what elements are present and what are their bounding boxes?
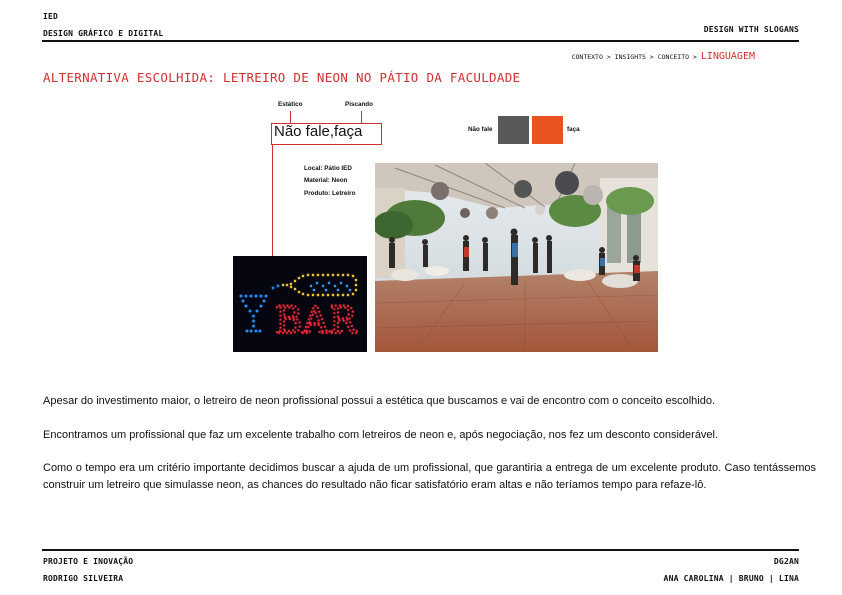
breadcrumb-item-conceito[interactable]: CONCEITO	[657, 53, 690, 61]
spec-material: Material: Neon	[304, 177, 348, 184]
header-org: IED	[43, 12, 59, 21]
neon-sign-text: BAR	[275, 299, 357, 342]
neon-sign-image	[233, 256, 367, 352]
header-project: DESIGN WITH SLOGANS	[703, 25, 799, 34]
connector-to-sign	[272, 145, 273, 257]
connector-static	[290, 111, 291, 123]
swatch-label-right: faça	[567, 126, 580, 133]
neon-sign-illustration	[233, 256, 367, 352]
breadcrumb-item-contexto[interactable]: CONTEXTO	[571, 53, 603, 61]
header-course: DESIGN GRÁFICO E DIGITAL	[43, 29, 164, 38]
swatch-orange	[532, 116, 563, 144]
paragraph-3: Como o tempo era um critério importante decidimos buscar a ajuda de um profissional, que garantiria a entrega de um excelente produto. Caso tentássemos construir um letreiro que simulasse neon, as chances do resultado não ficar satisfatório eram altas e não teríamos tempo para refaze-lô.	[43, 462, 816, 491]
breadcrumb-item-insights[interactable]: INSIGHTS	[614, 53, 646, 61]
footer-right-top: DG2AN	[773, 557, 799, 566]
breadcrumb-current: LINGUAGEM	[700, 51, 755, 62]
footer-left-bottom: RODRIGO SILVEIRA	[43, 574, 124, 583]
slogan-part-static: Não fale,	[274, 123, 335, 140]
swatch-label-left: Não fale	[468, 126, 493, 133]
footer-right-bottom: ANA CAROLINA | BRUNO | LINA	[663, 574, 799, 583]
courtyard-illustration	[375, 163, 658, 352]
slogan-part-blinking: faça	[334, 123, 363, 140]
label-static: Estático	[278, 101, 303, 108]
label-blinking: Piscando	[345, 101, 373, 108]
breadcrumb-separator: >	[649, 53, 654, 61]
slogan-text	[274, 123, 362, 140]
page-title: ALTERNATIVA ESCOLHIDA: LETREIRO DE NEON NO PÁTIO DA FACULDADE	[43, 70, 521, 85]
footer-left-top: PROJETO E INOVAÇÃO	[43, 557, 134, 566]
connector-blinking	[361, 111, 362, 123]
footer-rule	[42, 549, 799, 551]
paragraph-1: Apesar do investimento maior, o letreiro de neon profissional possui a estética que buscamos e vai de encontro com o conceito escolhido.	[43, 395, 715, 407]
breadcrumb-separator: >	[606, 53, 611, 61]
header-rule	[42, 40, 799, 42]
courtyard-photo	[375, 163, 658, 352]
breadcrumb	[572, 51, 755, 62]
swatch-grey	[498, 116, 529, 144]
breadcrumb-separator: >	[692, 53, 697, 61]
spec-local: Local: Pátio IED	[304, 165, 352, 172]
spec-product: Produto: Letreiro	[304, 190, 356, 197]
paragraph-2: Encontramos um profissional que faz um excelente trabalho com letreiros de neon e, após negociação, nos fez um desconto considerável.	[43, 429, 719, 441]
